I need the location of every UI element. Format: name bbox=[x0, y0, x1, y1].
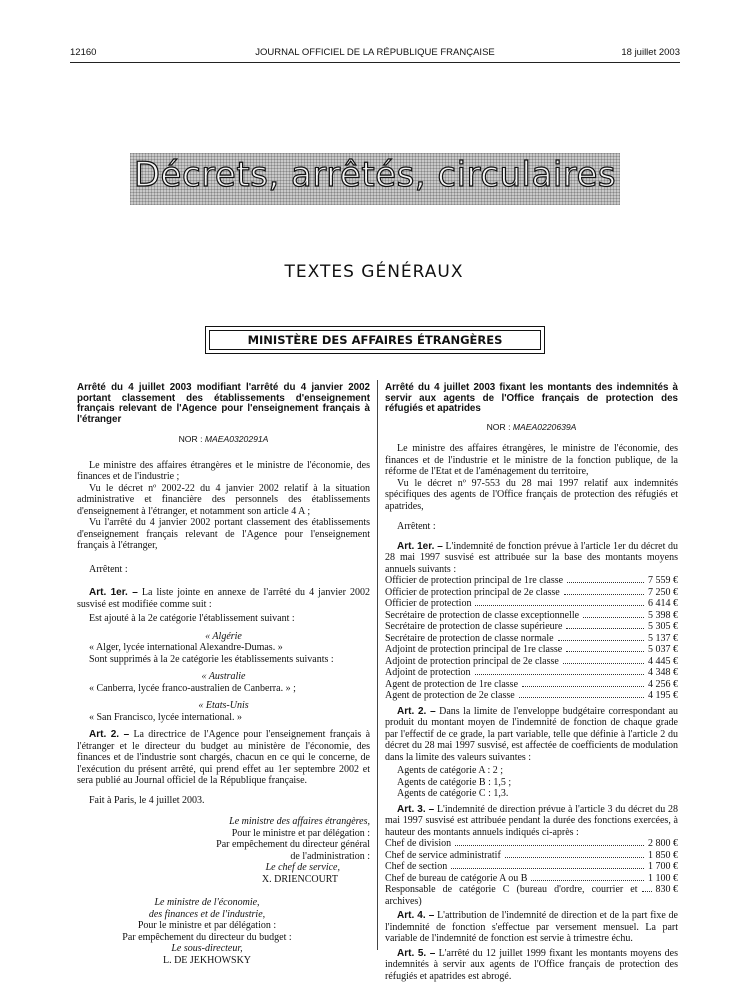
leader-dots bbox=[451, 868, 644, 869]
row-value: 4 195 € bbox=[648, 690, 678, 701]
row-label: Secrétaire de protection de classe normale bbox=[385, 632, 554, 644]
signature-line: Le ministre des affaires étrangères, bbox=[229, 816, 370, 827]
leader-dots bbox=[558, 640, 644, 641]
table-row bbox=[385, 690, 678, 702]
signature-line: des finances et de l'industrie, bbox=[148, 908, 266, 920]
ministry-name: MINISTÈRE DES AFFAIRES ÉTRANGÈRES bbox=[209, 330, 541, 350]
row-value: 7 250 € bbox=[648, 586, 678, 598]
signature-line: Pour le ministre et par délégation : bbox=[231, 827, 370, 839]
row-label: Officier de protection bbox=[385, 598, 472, 609]
signature-line: Pour le ministre et par délégation : bbox=[137, 920, 277, 931]
row-value: 7 559 € bbox=[648, 575, 678, 586]
row-label: Officier de protection principal de 1re classe bbox=[385, 575, 564, 586]
row-label: Agent de protection de 1re classe bbox=[385, 678, 519, 690]
leader-dots bbox=[522, 686, 644, 687]
left-decree-title: Arrêté du 4 juillet 2003 modifiant l'arrêté du 4 janvier 2002 portant classement des établissements d'enseignement français relevant de l'Agence pour l'enseignement français à l'étranger bbox=[77, 382, 370, 425]
row-label: Adjoint de protection bbox=[385, 667, 471, 678]
table-row bbox=[385, 884, 678, 907]
signature-block-1 bbox=[77, 816, 370, 885]
article-label: Art. 2. – bbox=[397, 705, 436, 717]
row-value: 6 414 € bbox=[648, 598, 678, 609]
school-canberra: « Canberra, lycée franco-australien de Canberra. » ; bbox=[89, 682, 296, 694]
right-article-1 bbox=[385, 541, 678, 576]
row-label: Secrétaire de protection de classe supérieure bbox=[385, 621, 563, 632]
row-value: 1 100 € bbox=[648, 872, 678, 884]
page-number: 12160 bbox=[70, 47, 97, 58]
country-algerie: « Algérie bbox=[205, 630, 242, 642]
leader-dots bbox=[642, 891, 652, 892]
row-label: Secrétaire de protection de classe exceptionnelle bbox=[385, 609, 580, 621]
table-row bbox=[385, 667, 678, 679]
leader-dots bbox=[563, 663, 644, 664]
row-label: Adjoint de protection principal de 2e classe bbox=[385, 655, 559, 667]
article-text: La directrice de l'Agence pour l'enseignement français à l'étranger et le directeur du budget au ministère de l'économie, des finances et de l'industrie sont chargés, chacun en ce qui le concerne, de l'exécution du présent arrêté, qui prend effet au 1er septembre 2002 et sera publié au Journal officiel de la République française. bbox=[77, 729, 371, 786]
row-value: 4 256 € bbox=[648, 678, 678, 690]
arretent: Arrêtent : bbox=[397, 521, 436, 532]
left-paragraph: Sont supprimés à la 2e catégorie les établissements suivants : bbox=[89, 653, 334, 665]
leader-dots bbox=[566, 651, 644, 652]
left-column bbox=[77, 383, 370, 966]
signature-line: Le sous-directeur, bbox=[171, 943, 243, 954]
school-alger: « Alger, lycée international Alexandre-Dumas. » bbox=[89, 642, 283, 653]
row-value: 1 850 € bbox=[648, 849, 678, 861]
leader-dots bbox=[505, 857, 644, 858]
row-label: Responsable de catégorie C (bureau d'ordre, courrier et archives) bbox=[385, 884, 638, 907]
right-paragraph: Vu le décret nº 97-553 du 28 mai 1997 relatif aux indemnités spécifiques des agents de l'Office français de protection des réfugiés et apatrides, bbox=[385, 477, 678, 512]
table-row bbox=[385, 575, 678, 587]
arretent: Arrêtent : bbox=[89, 563, 128, 575]
row-value: 4 348 € bbox=[648, 667, 678, 678]
table-row bbox=[385, 838, 678, 850]
signature-line: Le chef de service, bbox=[265, 862, 340, 873]
table-row bbox=[385, 610, 678, 622]
leader-dots bbox=[583, 617, 644, 618]
page-header bbox=[70, 47, 680, 61]
right-column bbox=[385, 383, 678, 982]
article-text: L'arrêté du 12 juillet 1999 fixant les montants moyens des indemnités à servir aux agents de l'Office français de protection des réfugiés et apatrides est abrogé. bbox=[385, 947, 679, 982]
rubric-banner bbox=[130, 153, 620, 205]
country-etats-unis: « Etats-Unis bbox=[198, 700, 249, 711]
leader-dots bbox=[531, 880, 644, 881]
article-text: Dans la limite de l'enveloppe budgétaire correspondant au produit du montant moyen de l'indemnité de fonction de chaque grade par l'effectif de ce grade, la part variable, telle que définie à l'article 2 du décret du 28 mai 1997 susvisé, est affectée de coefficients de modulation dans la limite des valeurs suivantes : bbox=[385, 705, 679, 763]
article-label: Art. 5. – bbox=[397, 947, 436, 959]
nor-label: NOR : bbox=[486, 421, 511, 432]
signature-line: Par empêchement du directeur du budget : bbox=[122, 931, 292, 943]
left-article-2 bbox=[77, 729, 370, 787]
country-australie: « Australie bbox=[201, 671, 246, 682]
row-value: 5 137 € bbox=[648, 632, 678, 644]
signature-line: Par empêchement du directeur général bbox=[216, 839, 370, 850]
right-article-3 bbox=[385, 804, 678, 839]
nor-code: MAEA0220639A bbox=[512, 421, 577, 432]
school-san-francisco: « San Francisco, lycée international. » bbox=[89, 711, 243, 723]
nor-code: MAEA0320291A bbox=[204, 434, 269, 444]
signature-line: Le ministre de l'économie, bbox=[154, 897, 260, 908]
signature-name: L. DE JEKHOWSKY bbox=[162, 954, 252, 966]
row-label: Adjoint de protection principal de 1re classe bbox=[385, 644, 563, 655]
table-row bbox=[385, 873, 678, 885]
ministry-box bbox=[205, 326, 545, 354]
row-label: Chef de bureau de catégorie A ou B bbox=[385, 872, 528, 884]
table-row bbox=[385, 633, 678, 645]
row-value: 2 800 € bbox=[648, 838, 678, 849]
left-paragraph: Vu le décret nº 2002-22 du 4 janvier 2002 relatif à la situation administrative et financière des personnels des établissements d'enseignement à l'étranger, et notamment son article 4 A ; bbox=[77, 482, 370, 517]
leader-dots bbox=[475, 674, 644, 675]
article-text: La liste jointe en annexe de l'arrêté du 4 janvier 2002 susvisé est modifiée comme suit : bbox=[77, 587, 371, 610]
left-paragraph: Le ministre des affaires étrangères et le ministre de l'économie, des finances et de l'industrie ; bbox=[77, 459, 370, 482]
left-paragraph: Est ajouté à la 2e catégorie l'établissement suivant : bbox=[89, 613, 295, 624]
rubric-title: Décrets, arrêtés, circulaires bbox=[133, 155, 617, 195]
article-label: Art. 2. – bbox=[89, 729, 130, 740]
row-value: 830 € bbox=[655, 884, 678, 895]
right-article-4 bbox=[385, 910, 678, 945]
article-text: L'attribution de l'indemnité de direction et de la part fixe de l'indemnité de fonction s'effectue par versement mensuel. La part variable de l'indemnité de fonction est servie à trimestre échu. bbox=[385, 910, 678, 944]
row-label: Officier de protection principal de 2e classe bbox=[385, 586, 560, 598]
article-label: Art. 1er. – bbox=[397, 540, 443, 552]
row-value: 5 305 € bbox=[648, 621, 678, 632]
row-label: Agent de protection de 2e classe bbox=[385, 690, 515, 701]
right-decree-title: Arrêté du 4 juillet 2003 fixant les montants des indemnités à servir aux agents de l'Office français de protection des réfugiés et apatrides bbox=[385, 382, 678, 414]
nor-label: NOR : bbox=[178, 434, 203, 444]
table-row bbox=[385, 644, 678, 656]
left-paragraph: Vu l'arrêté du 4 janvier 2002 portant classement des établissements d'enseignement français relevant de l'Agence pour l'enseignement français à l'étranger, bbox=[77, 517, 370, 551]
row-label: Chef de section bbox=[385, 861, 448, 872]
row-label: Chef de service administratif bbox=[385, 849, 501, 861]
section-title: TEXTES GÉNÉRAUX bbox=[284, 262, 464, 282]
left-nor bbox=[77, 434, 370, 446]
article-text: L'indemnité de direction prévue à l'article 3 du décret du 28 mai 1997 susvisé est attribuée pendant la durée des fonctions exercées, à hauteur des montants annuels indiqués ci-après : bbox=[385, 803, 678, 838]
signature-block-2 bbox=[77, 897, 337, 966]
right-paragraph: Le ministre des affaires étrangères, le ministre de l'économie, des finances et de l'industrie et le ministre de la fonction publique, de la réforme de l'Etat et de l'aménagement du territoire, bbox=[385, 443, 678, 477]
right-article-5 bbox=[385, 948, 678, 983]
issue-date: 18 juillet 2003 bbox=[621, 47, 680, 58]
direction-table bbox=[385, 838, 678, 907]
coefficient-item: Agents de catégorie A : 2 ; bbox=[397, 765, 504, 776]
article-label: Art. 3. – bbox=[397, 803, 435, 815]
table-row bbox=[385, 598, 678, 610]
row-value: 5 398 € bbox=[648, 609, 678, 621]
journal-title: JOURNAL OFFICIEL DE LA RÉPUBLIQUE FRANÇAISE bbox=[255, 47, 495, 58]
table-row bbox=[385, 679, 678, 691]
article-label: Art. 1er. – bbox=[89, 587, 138, 598]
left-article-1 bbox=[77, 587, 370, 610]
coefficient-item: Agents de catégorie B : 1,5 ; bbox=[397, 776, 512, 788]
fait-a-paris: Fait à Paris, le 4 juillet 2003. bbox=[89, 794, 205, 806]
leader-dots bbox=[519, 697, 644, 698]
leader-dots bbox=[564, 594, 644, 595]
signature-name: X. DRIENCOURT bbox=[261, 873, 338, 885]
leader-dots bbox=[455, 845, 644, 846]
leader-dots bbox=[567, 582, 644, 583]
row-value: 1 700 € bbox=[648, 861, 678, 872]
table-row bbox=[385, 850, 678, 862]
coefficient-item: Agents de catégorie C : 1,3. bbox=[397, 788, 509, 799]
article-label: Art. 4. – bbox=[397, 910, 435, 921]
row-value: 5 037 € bbox=[648, 644, 678, 655]
table-row bbox=[385, 861, 678, 873]
signature-line: de l'administration : bbox=[290, 850, 370, 862]
article-text: L'indemnité de fonction prévue à l'article 1er du décret du 28 mai 1997 susvisé est attribuée sur la base des montants moyens annuels suivants : bbox=[385, 540, 679, 575]
right-nor bbox=[385, 422, 678, 434]
leader-dots bbox=[566, 628, 644, 629]
table-row bbox=[385, 587, 678, 599]
right-article-2 bbox=[385, 706, 678, 764]
header-rule bbox=[70, 62, 680, 63]
row-label: Chef de division bbox=[385, 838, 452, 849]
row-value: 4 445 € bbox=[648, 655, 678, 667]
leader-dots bbox=[475, 605, 644, 606]
table-row bbox=[385, 656, 678, 668]
table-row bbox=[385, 621, 678, 633]
indemnity-table bbox=[385, 575, 678, 702]
column-divider bbox=[377, 380, 378, 950]
